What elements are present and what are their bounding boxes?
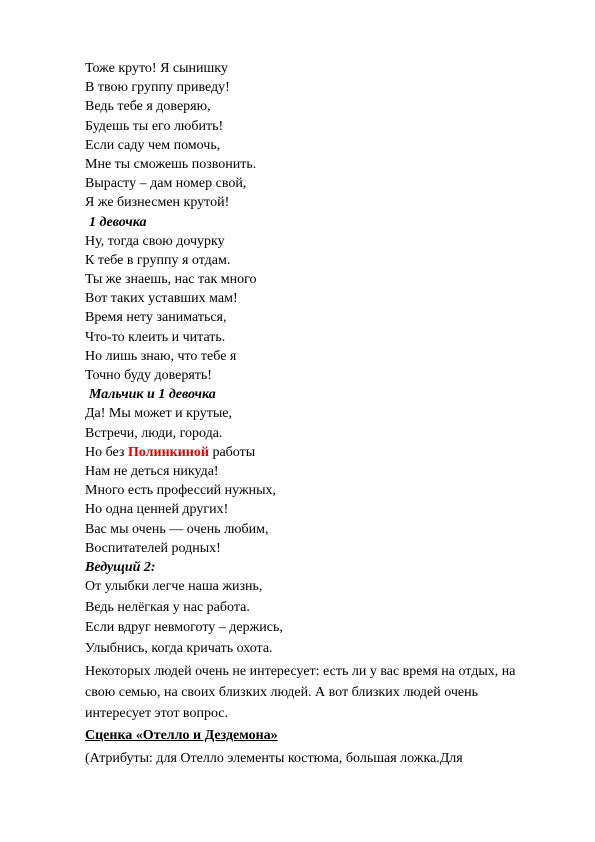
- stanza-1: [85, 59, 525, 213]
- prose-paragraph: Некоторых людей очень не интересует: есть ли у вас время на отдых, на свою семью, на своих близких людей. А вот близких людей очень интересует этот вопрос.: [85, 664, 516, 722]
- verse-line: Улыбнись, когда кричать охота.: [85, 640, 273, 656]
- verse-line: Вас мы очень — очень любим,: [85, 521, 269, 537]
- verse-line: Много есть профессий нужных,: [85, 483, 277, 499]
- scene-title: Сценка «Отелло и Дездемона»: [85, 728, 278, 744]
- verse-line: Что-то клеить и читать.: [85, 329, 226, 345]
- verse-line: Будешь ты его любить!: [85, 118, 224, 134]
- stanza-4: [85, 577, 525, 659]
- verse-line: Время нету заниматься,: [85, 310, 227, 326]
- verse-line: Если саду чем помочь,: [85, 137, 221, 153]
- verse-line: Воспитателей родных!: [85, 540, 221, 556]
- verse-line: Вот таких уставших мам!: [85, 291, 238, 307]
- verse-line: Тоже круто! Я сынишку: [85, 61, 228, 76]
- verse-line: Ведь тебе я доверяю,: [85, 99, 211, 115]
- verse-line: Если вдруг невмоготу – держись,: [85, 620, 283, 636]
- verse-line: Ведь нелёгкая у нас работа.: [85, 599, 250, 615]
- verse-line: Ну, тогда свою дочурку: [85, 233, 225, 249]
- verse-text: работы: [208, 444, 256, 460]
- verse-line: Мне ты сможешь позвонить.: [85, 156, 257, 172]
- verse-line: Я же бизнесмен крутой!: [85, 195, 230, 211]
- speaker-heading-boy-and-girl: Мальчик и 1 девочка: [89, 387, 216, 403]
- speaker-heading-host: Ведущий 2:: [85, 559, 156, 575]
- verse-line: Нам не деться никуда!: [85, 463, 219, 479]
- verse-line: Но одна ценней других!: [85, 502, 229, 518]
- verse-line: Точно буду доверять!: [85, 368, 212, 383]
- verse-line: Встречи, люди, города.: [85, 425, 223, 441]
- stanza-3: [85, 404, 525, 558]
- attributes-line: (Атрибуты: для Отелло элементы костюма, большая ложка.Для: [85, 751, 463, 767]
- verse-line: Но лишь знаю, что тебе я: [85, 348, 237, 364]
- verse-text: Но без: [85, 444, 128, 460]
- verse-line: Вырасту – дам номер свой,: [85, 176, 247, 192]
- verse-line: Ты же знаешь, нас так много: [85, 272, 257, 288]
- stanza-2: [85, 232, 525, 386]
- highlighted-name: Полинкиной: [127, 444, 209, 460]
- text-column: [85, 59, 525, 769]
- verse-line: Да! Мы может и крутые,: [85, 406, 232, 422]
- verse-line: В твою группу приведу!: [85, 80, 230, 96]
- speaker-heading-girl: 1 девочка: [89, 214, 147, 230]
- verse-line: К тебе в группу я отдам.: [85, 252, 231, 268]
- verse-line-highlight: [85, 443, 525, 462]
- verse-line: От улыбки легче наша жизнь,: [85, 579, 263, 595]
